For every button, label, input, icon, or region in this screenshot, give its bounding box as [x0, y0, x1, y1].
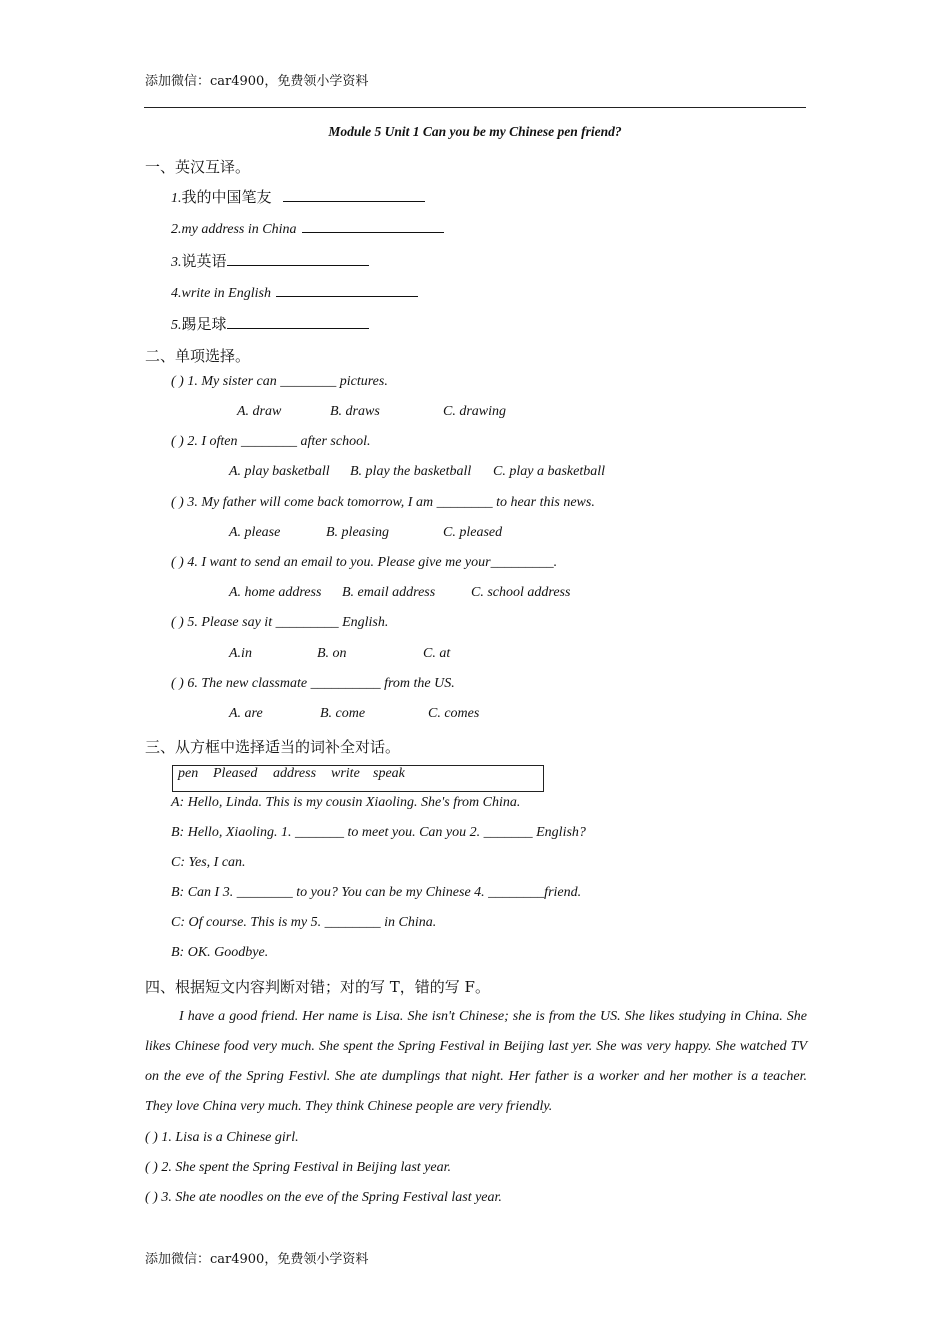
s1-item-3: [171, 250, 369, 271]
answer-blank[interactable]: [302, 220, 444, 233]
mc-option-c[interactable]: C. pleased: [443, 525, 503, 540]
tf-statement-2: ( ) 2. She spent the Spring Festival in Beijing last year.: [145, 1160, 452, 1175]
mc-option-c[interactable]: C. drawing: [443, 404, 507, 419]
section2-heading: 二、单项选择。: [145, 347, 251, 365]
mc-option-a[interactable]: A. play basketball: [229, 464, 330, 479]
mc-option-c[interactable]: C. school address: [471, 585, 571, 600]
mc-option-c[interactable]: C. comes: [428, 706, 480, 721]
mc-option-b[interactable]: B. email address: [342, 585, 436, 600]
mc-option-a[interactable]: A. draw: [237, 404, 282, 419]
answer-blank[interactable]: [227, 253, 369, 266]
tf-statement-1: ( ) 1. Lisa is a Chinese girl.: [145, 1130, 299, 1145]
dialogue-line: B: Hello, Xiaoling. 1. _______ to meet you. Can you 2. _______ English?: [171, 825, 586, 840]
mc-option-b[interactable]: B. pleasing: [326, 525, 389, 540]
word-box-item: speak: [373, 766, 405, 781]
s1-item-num: 4.: [171, 286, 182, 301]
s1-item-text: 说英语: [181, 252, 227, 270]
mc-option-a[interactable]: A. home address: [229, 585, 322, 600]
s1-item-1: [171, 186, 425, 207]
mc-option-c[interactable]: C. at: [423, 646, 451, 661]
mc-question-4: ( ) 4. I want to send an email to you. Please give me your_________.: [171, 555, 558, 570]
s1-item-4: [171, 282, 418, 302]
tf-statement-3: ( ) 3. She ate noodles on the eve of the Spring Festival last year.: [145, 1190, 502, 1205]
mc-option-c[interactable]: C. play a basketball: [493, 464, 605, 479]
word-box-item: write: [331, 766, 360, 781]
word-box-item: pen: [178, 766, 199, 781]
answer-blank[interactable]: [276, 284, 418, 297]
mc-option-b[interactable]: B. draws: [330, 404, 380, 419]
answer-blank[interactable]: [283, 189, 425, 202]
word-box-item: address: [273, 766, 317, 781]
dialogue-line: C: Yes, I can.: [171, 855, 246, 870]
dialogue-line: B: Can I 3. ________ to you? You can be my Chinese 4. ________friend.: [171, 885, 582, 900]
s1-item-num: 3.: [171, 255, 182, 270]
section3-heading: 三、从方框中选择适当的词补全对话。: [145, 738, 401, 756]
mc-option-a[interactable]: A. are: [229, 706, 263, 721]
mc-question-5: ( ) 5. Please say it _________ English.: [171, 615, 389, 630]
s1-item-text: write in English: [181, 286, 271, 301]
mc-option-b[interactable]: B. on: [317, 646, 347, 661]
section4-heading: 四、根据短文内容判断对错；对的写 T，错的写 F。: [145, 978, 490, 996]
page-footer: 添加微信：car4900，免费领小学资料: [145, 1252, 369, 1267]
s1-item-text: 踢足球: [181, 315, 227, 333]
s1-item-num: 2.: [171, 222, 182, 237]
mc-question-3: ( ) 3. My father will come back tomorrow, I am ________ to hear this news.: [171, 495, 595, 510]
s1-item-text: my address in China: [181, 222, 297, 237]
mc-option-b[interactable]: B. play the basketball: [350, 464, 472, 479]
mc-option-b[interactable]: B. come: [320, 706, 366, 721]
answer-blank[interactable]: [227, 316, 369, 329]
page-header: 添加微信：car4900，免费领小学资料: [145, 74, 369, 89]
dialogue-line: A: Hello, Linda. This is my cousin Xiaoling. She's from China.: [171, 795, 521, 810]
mc-question-6: ( ) 6. The new classmate __________ from the US.: [171, 676, 455, 691]
mc-option-a[interactable]: A.in: [229, 646, 252, 661]
s1-item-text: 我的中国笔友: [181, 188, 272, 206]
s1-item-2: [171, 218, 444, 238]
mc-question-1: ( ) 1. My sister can ________ pictures.: [171, 374, 388, 389]
page-title: Module 5 Unit 1 Can you be my Chinese pen friend?: [328, 124, 622, 139]
dialogue-line: B: OK. Goodbye.: [171, 945, 269, 960]
reading-passage: I have a good friend. Her name is Lisa. She isn't Chinese; she is from the US. She likes studying in China. She likes Chinese food very much. She spent the Spring Festival in Beijing last yer. She was very happy. She watched TV on the eve of the Spring Festivl. She ate dumplings that night. Her father is a worker and her mother is a teacher. They love China very much. They think Chinese people are very friendly.: [145, 1009, 807, 1114]
s1-item-5: [171, 313, 369, 334]
section1-heading: 一、英汉互译。: [145, 158, 251, 176]
mc-question-2: ( ) 2. I often ________ after school.: [171, 434, 371, 449]
word-box-item: Pleased: [213, 766, 258, 781]
dialogue-line: C: Of course. This is my 5. ________ in China.: [171, 915, 437, 930]
mc-option-a[interactable]: A. please: [229, 525, 281, 540]
s1-item-num: 5.: [171, 318, 182, 333]
header-rule: [144, 107, 806, 108]
s1-item-num: 1.: [171, 191, 182, 206]
